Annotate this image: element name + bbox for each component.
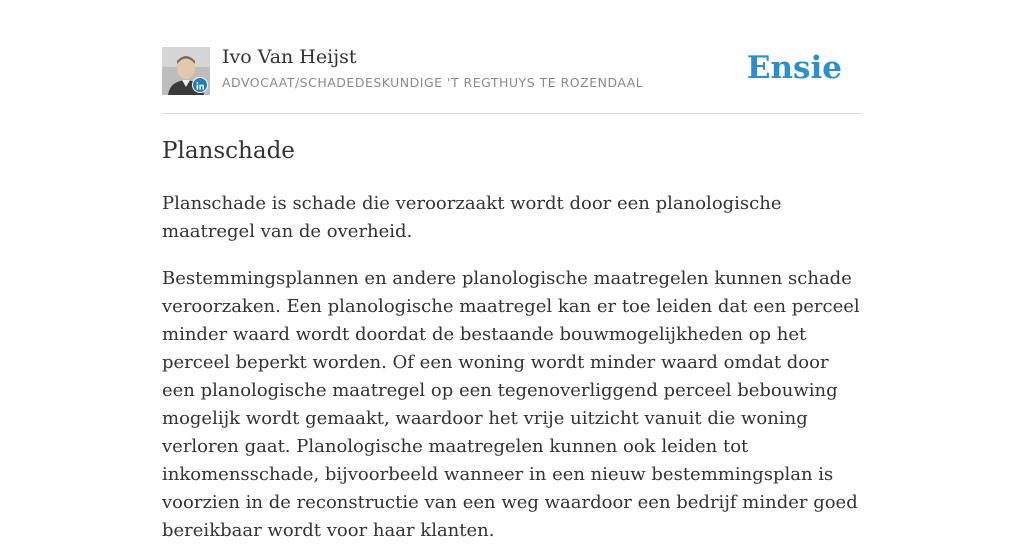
linkedin-glyph bbox=[193, 79, 207, 93]
article-title: Planschade bbox=[162, 138, 295, 164]
article-paragraph-2: Bestemmingsplannen en andere planologische maatregelen kunnen schade veroorzaken. Een planologische maatregel kan er toe leiden dat een perceel minder waard wordt doordat de bestaande bouwmogelijkheden op het perceel beperkt worden. Of een woning wordt minder waard omdat door een planologische maatregel op een tegenoverliggend perceel bebouwing mogelijk wordt gemaakt, waardoor het vrije uitzicht vanuit die woning verloren gaat. Planologische maatregelen kunnen ook leiden tot inkomensschade, bijvoorbeeld wanneer in een nieuw bestemmingsplan is voorzien in de reconstructie van een weg waardoor een bedrijf minder goed bereikbaar wordt voor haar klanten. bbox=[162, 268, 860, 541]
article-paragraph-1: Planschade is schade die veroorzaakt wordt door een planologische maatregel van de overheid. bbox=[162, 193, 782, 242]
page-container bbox=[162, 0, 862, 541]
brand-logo[interactable]: Ensie bbox=[746, 50, 842, 86]
author-name[interactable]: Ivo Van Heijst bbox=[222, 46, 357, 68]
linkedin-icon[interactable] bbox=[192, 77, 208, 93]
author-title: ADVOCAAT/SCHADEDESKUNDIGE 'T REGTHUYS TE ROZENDAAL bbox=[222, 75, 644, 90]
author-header bbox=[162, 0, 862, 114]
